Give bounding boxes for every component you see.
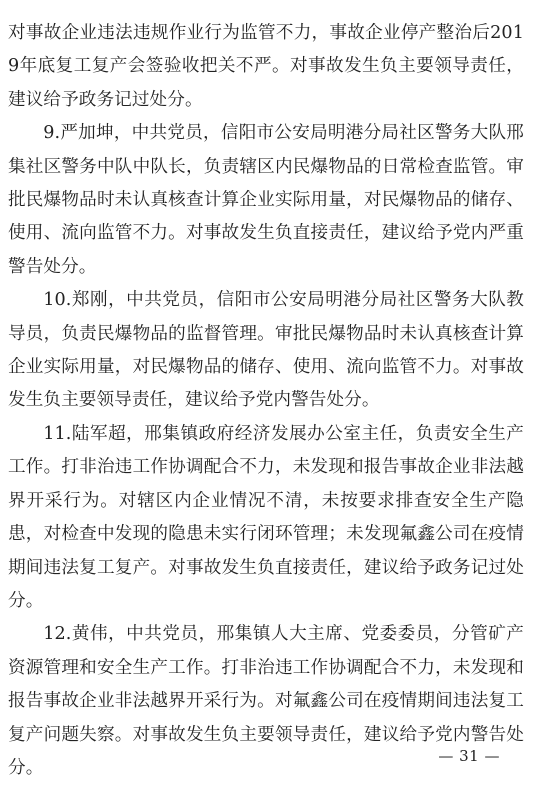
paragraph-item-12: 12.黄伟，中共党员，邢集镇人大主席、党委委员，分管矿产资源管理和安全生产工作。打非治违工作协调配合不力，未发现和报告事故企业非法越界开采行为。对氟鑫公司在疫情期间违法复工复产问题失察。对事故发生负主要领导责任，建议给予党内警告处分。 [8,624,524,778]
paragraph-item-10: 10.郑刚，中共党员，信阳市公安局明港分局社区警务大队教导员，负责民爆物品的监督管理。审批民爆物品时未认真核查计算企业实际用量，对民爆物品的储存、使用、流向监管不力。对事故发生负主要领导责任，建议给予党内警告处分。 [8,290,524,411]
paragraph-continuation: 对事故企业违法违规作业行为监管不力，事故企业停产整治后2019年底复工复产会签验收把关不严。对事故发生负主要领导责任，建议给予政务记过处分。 [8,23,524,110]
paragraph-item-11: 11.陆军超，邢集镇政府经济发展办公室主任，负责安全生产工作。打非治违工作协调配合不力，未发现和报告事故企业非法越界开采行为。对辖区内企业情况不清，未按要求排查安全生产隐患，对检查中发现的隐患未实行闭环管理；未发现氟鑫公司在疫情期间违法复工复产。对事故发生负直接责任，建议给予政务记过处分。 [8,423,524,611]
document-body [8,17,524,785]
page-number: — 31 — [438,747,500,765]
paragraph-item-9: 9.严加坤，中共党员，信阳市公安局明港分局社区警务大队邢集社区警务中队中队长，负责辖区内民爆物品的日常检查监管。审批民爆物品时未认真核查计算企业实际用量，对民爆物品的储存、使用、流向监管不力。对事故发生负直接责任，建议给予党内严重警告处分。 [8,123,524,277]
